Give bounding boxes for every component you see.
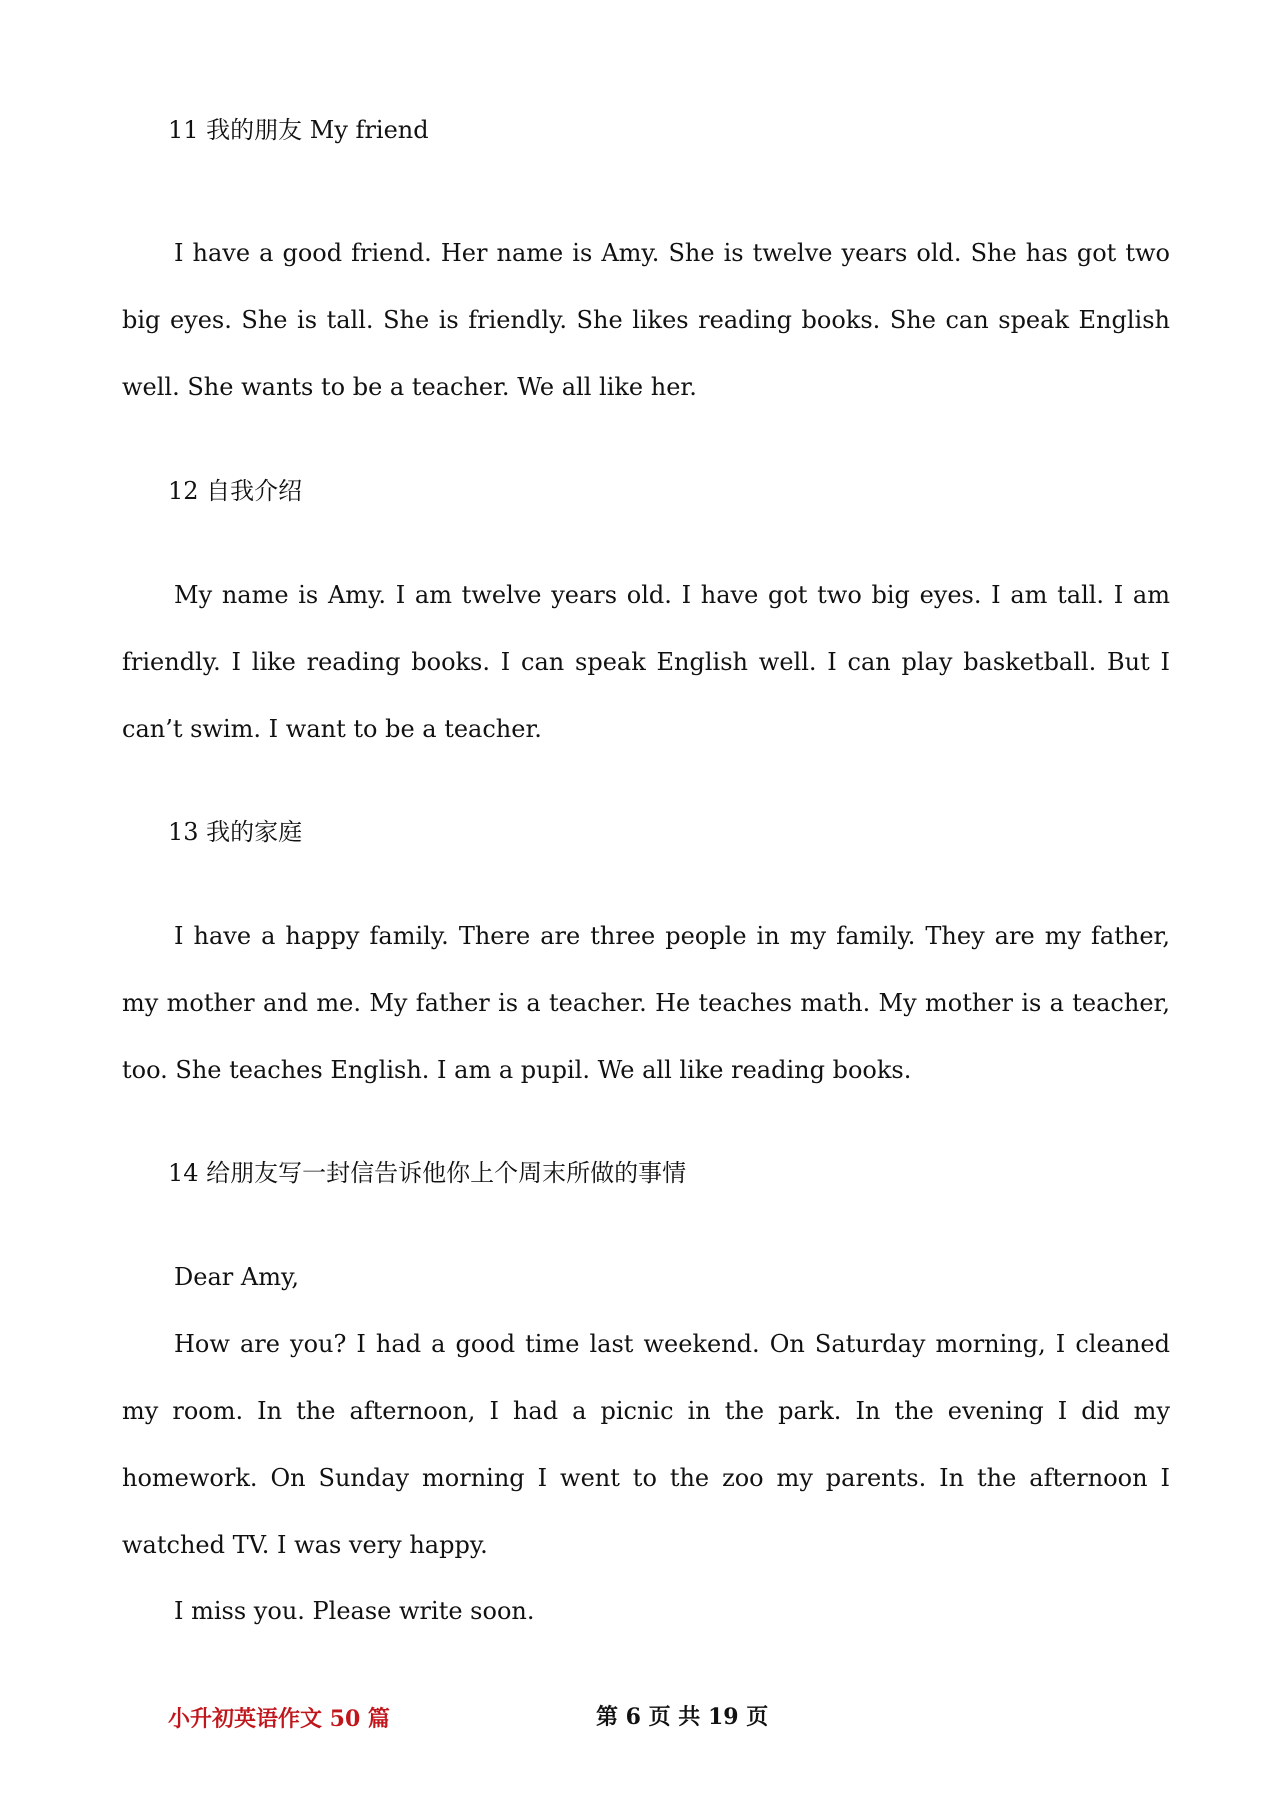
letter-body: How are you? I had a good time last weekend. On Saturday morning, I cleaned my room. In the afternoon, I had a picnic in the park. In the evening I did my homework. On Sunday morning I went to the zoo my parents. In the afternoon I watched TV. I was very happy. <box>122 1330 1170 1559</box>
section-heading-14: 14 给朋友写一封信告诉他你上个周末所做的事情 <box>168 1159 687 1187</box>
letter-closing: I miss you. Please write soon. <box>174 1597 535 1625</box>
section-heading-11: 11 我的朋友 My friend <box>168 116 429 144</box>
letter-salutation: Dear Amy, <box>174 1263 299 1291</box>
paragraph-self-introduction: My name is Amy. I am twelve years old. I have got two big eyes. I am tall. I am friendly. I like reading books. I can speak English well. I can play basketball. But I can’t swim. I want to be a teacher. <box>122 581 1170 743</box>
paragraph-my-friend: I have a good friend. Her name is Amy. She is twelve years old. She has got two big eyes. She is tall. She is friendly. She likes reading books. She can speak English well. She wants to be a teacher. We all like her. <box>122 239 1170 401</box>
section-heading-12: 12 自我介绍 <box>168 477 303 505</box>
section-heading-13: 13 我的家庭 <box>168 818 303 846</box>
footer-title: 小升初英语作文 50 篇 <box>168 1706 390 1732</box>
paragraph-my-family: I have a happy family. There are three people in my family. They are my father, my mother and me. My father is a teacher. He teaches math. My mother is a teacher, too. She teaches English. I am a pupil. We all like reading books. <box>122 922 1170 1084</box>
page-number: 第 6 页 共 19 页 <box>596 1704 769 1730</box>
